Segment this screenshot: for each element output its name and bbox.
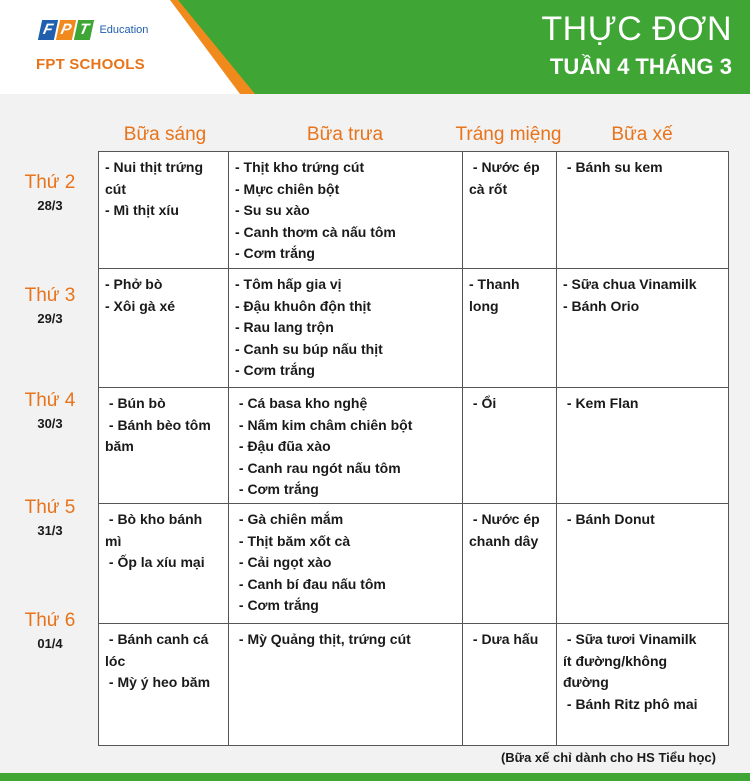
day-label (10, 172, 90, 213)
day-name: Thứ 3 (24, 285, 76, 306)
menu-item: - Thanh long (469, 276, 520, 314)
menu-cell-dessert (463, 624, 557, 746)
menu-item: - Bò kho bánh mì (105, 511, 203, 549)
day-date: 29/3 (37, 311, 63, 326)
menu-item: - Mì thịt xíu (105, 202, 179, 218)
menu-item: - Bún bò (105, 395, 166, 411)
menu-item: - Mỳ Quảng thịt, trứng cút (235, 631, 411, 647)
menu-item: - Cá basa kho nghệ (235, 395, 368, 411)
menu-cell-lunch (229, 504, 463, 624)
menu-cell-breakfast (99, 152, 229, 269)
menu-item: - Bánh Orio (563, 297, 640, 314)
day-date: 31/3 (37, 523, 63, 538)
menu-cell-lunch (229, 388, 463, 504)
column-header-dessert: Tráng miệng (455, 124, 562, 145)
menu-cell-dessert (463, 269, 557, 388)
menu-row (99, 624, 729, 746)
day-date: 30/3 (37, 416, 63, 431)
fpt-logo (40, 20, 148, 40)
footnote: (Bữa xế chỉ dành cho HS Tiểu học) (500, 750, 716, 765)
menu-item: - Nước ép cà rốt (469, 159, 540, 197)
menu-table (98, 151, 729, 746)
menu-cell-snack (557, 624, 729, 746)
day-name: Thứ 5 (24, 497, 76, 518)
menu-cell-dessert (463, 152, 557, 269)
menu-row (99, 269, 729, 388)
logo-letter-p: P (56, 20, 76, 40)
menu-cell-breakfast (99, 269, 229, 388)
menu-item: - Phở bò (105, 276, 163, 292)
menu-item: - Tôm hấp gia vị (235, 276, 342, 292)
menu-item: - Canh rau ngót nấu tôm (235, 459, 401, 476)
column-header-breakfast: Bữa sáng (123, 124, 207, 145)
menu-cell-dessert (463, 388, 557, 504)
menu-item: - Mỳ ý heo băm (105, 674, 211, 690)
column-header-snack: Bữa xế (611, 124, 673, 145)
menu-item: - Su su xào (235, 202, 310, 218)
menu-item: - Bánh su kem (563, 159, 663, 175)
menu-item: - Đậu đũa xào (235, 438, 331, 454)
day-date: 28/3 (37, 198, 63, 213)
logo-education-text: Education (99, 24, 149, 36)
menu-cell-lunch (229, 152, 463, 269)
menu-item: - Nước ép chanh dây (469, 511, 540, 549)
day-label (10, 285, 90, 326)
menu-row (99, 388, 729, 504)
menu-cell-dessert (463, 504, 557, 624)
menu-item: - Thịt băm xốt cà (235, 532, 351, 549)
menu-cell-breakfast (99, 388, 229, 504)
footer-bar (0, 773, 750, 781)
menu-item: - Cải ngọt xào (235, 554, 332, 570)
column-header-lunch: Bữa trưa (306, 124, 384, 145)
menu-item: - Nui thịt trứng cút (105, 159, 203, 197)
menu-item: - Gà chiên mắm (235, 511, 344, 527)
menu-item: - Ổi (469, 395, 497, 411)
menu-item: - Đậu khuôn độn thịt (235, 297, 372, 314)
menu-item: - Cơm trắng (235, 597, 319, 613)
menu-cell-snack (557, 269, 729, 388)
menu-item: - Cơm trắng (235, 362, 315, 378)
menu-item: - Kem Flan (563, 395, 639, 411)
menu-row (99, 504, 729, 624)
menu-item: - Bánh bèo tôm băm (105, 416, 211, 454)
menu-item: - Canh bí đau nấu tôm (235, 575, 386, 592)
menu-item: - Canh thơm cà nấu tôm (235, 223, 396, 240)
menu-item: - Sữa chua Vinamilk (563, 276, 697, 292)
menu-item: - Mực chiên bột (235, 180, 340, 197)
menu-cell-breakfast (99, 504, 229, 624)
menu-item: - Thịt kho trứng cút (235, 159, 365, 175)
logo-letter-f: F (38, 20, 58, 40)
menu-cell-lunch (229, 624, 463, 746)
menu-item: - Xôi gà xé (105, 297, 176, 314)
menu-cell-snack (557, 152, 729, 269)
menu-cell-lunch (229, 269, 463, 388)
menu-cell-snack (557, 388, 729, 504)
day-label (10, 390, 90, 431)
day-label (10, 497, 90, 538)
menu-cell-snack (557, 504, 729, 624)
menu-item: - Bánh Ritz phô mai (563, 695, 698, 712)
menu-item: - Nấm kim châm chiên bột (235, 416, 413, 433)
day-name: Thứ 6 (24, 610, 76, 631)
menu-item: - Canh su búp nấu thịt (235, 340, 383, 357)
menu-item: - Dưa hấu (469, 631, 539, 647)
logo-letter-t: T (74, 20, 94, 40)
menu-item: - Rau lang trộn (235, 319, 334, 335)
menu-item: - Cơm trắng (235, 481, 319, 497)
menu-item: - Ốp la xíu mại (105, 554, 205, 570)
logo-schools-text: FPT SCHOOLS (36, 56, 145, 73)
menu-cell-breakfast (99, 624, 229, 746)
day-name: Thứ 2 (24, 172, 76, 193)
day-date: 01/4 (37, 636, 63, 651)
page-subtitle: TUẦN 4 THÁNG 3 (549, 54, 732, 79)
menu-item: - Bánh canh cá lóc (105, 631, 209, 669)
menu-item: - Sữa tươi Vinamilk ít đường/không đường (563, 631, 697, 690)
day-name: Thứ 4 (24, 390, 76, 411)
menu-item: - Cơm trắng (235, 245, 315, 261)
menu-row (99, 152, 729, 269)
day-label (10, 610, 90, 651)
menu-item: - Bánh Donut (563, 511, 655, 527)
page-title: THỰC ĐƠN (541, 10, 732, 48)
